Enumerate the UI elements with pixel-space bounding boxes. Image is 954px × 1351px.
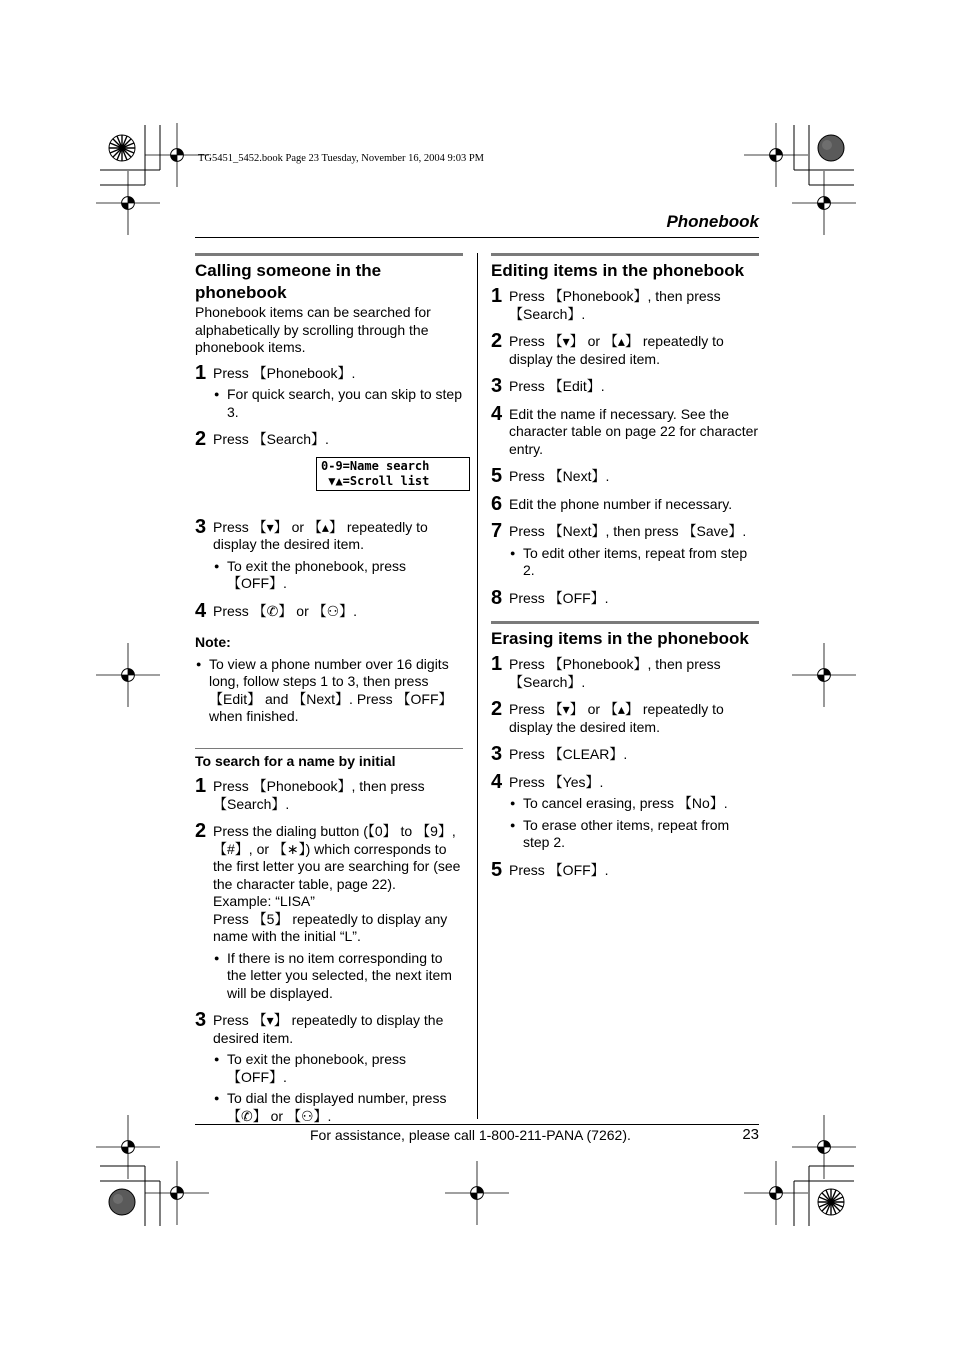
- step-number: 2: [195, 820, 207, 842]
- step-text: Press 【✆】 or 【⚇】.: [213, 602, 358, 619]
- step-number: 3: [491, 375, 503, 397]
- footer-rule: [195, 1124, 759, 1125]
- step-text: Press 【Phonebook】, then press 【Search】.: [509, 656, 721, 690]
- print-slug: TG5451_5452.book Page 23 Tuesday, November 16, 2004 9:03 PM: [198, 153, 485, 164]
- subsection-title-initial: To search for a name by initial: [195, 752, 396, 769]
- step-text: Press 【Phonebook】, then press 【Search】.: [213, 778, 425, 812]
- step-bullet: ● To dial the displayed number, press 【✆】 or 【⚇】.: [213, 1090, 463, 1125]
- step-text: Press 【▾】 or 【▴】 repeatedly to display the desired item.: [213, 518, 428, 552]
- erasing-step-2: [491, 698, 759, 736]
- section-intro: Phonebook items can be searched for alphabetically by scrolling through the phonebook items.: [195, 304, 431, 355]
- calling-step-2: [195, 428, 463, 450]
- step-bullet: ● To exit the phonebook, press 【OFF】.: [213, 558, 463, 593]
- step-number: 4: [491, 402, 503, 425]
- step-text: Press the dialing button (【0】 to 【9】, 【#】, or 【∗】) which corresponds to the first letter you are searching for (see the character table, page 22).: [213, 823, 461, 892]
- step-bullet: ● To edit other items, repeat from step 2.: [509, 545, 759, 580]
- step-bullet: ● To exit the phonebook, press 【OFF】.: [213, 1051, 463, 1086]
- editing-step-2: [491, 330, 759, 368]
- note-item: ● To view a phone number over 16 digits long, follow steps 1 to 3, then press 【Edit】 and 【Next】. Press 【OFF】 when finished.: [195, 656, 463, 726]
- step-text: Press 【CLEAR】.: [509, 746, 628, 762]
- step-text: Press 【OFF】.: [509, 861, 609, 878]
- step-text: Press 【▾】 or 【▴】 repeatedly to display the desired item.: [509, 333, 724, 367]
- step-number: 1: [491, 285, 503, 307]
- column-divider: [477, 253, 478, 1119]
- calling-step-3: [195, 515, 463, 593]
- step-bullet: ● To cancel erasing, press 【No】.: [509, 795, 759, 813]
- step-number: 5: [491, 465, 503, 487]
- initial-step-2: [195, 820, 463, 1002]
- editing-step-8: [491, 586, 759, 609]
- initial-step-3: [195, 1009, 463, 1125]
- step-example: Example: “LISA”: [213, 893, 315, 909]
- section-rule: [195, 253, 463, 256]
- section-rule: [491, 253, 759, 256]
- display-screen: [316, 457, 470, 491]
- display-line-2: ▼▲=Scroll list: [321, 473, 430, 488]
- step-text: Press 【Phonebook】.: [213, 364, 356, 381]
- section-rule: [491, 621, 759, 624]
- step-number: 1: [491, 653, 503, 675]
- step-number: 3: [195, 1009, 207, 1031]
- editing-step-1: [491, 285, 759, 323]
- running-title: Phonebook: [666, 212, 759, 231]
- calling-step-1: [195, 361, 463, 422]
- erasing-step-4: [491, 770, 759, 852]
- footer-assistance: For assistance, please call 1-800-211-PANA (7262).: [310, 1127, 631, 1143]
- step-number: 1: [195, 775, 207, 797]
- step-text: Press 【Phonebook】, then press 【Search】.: [509, 288, 721, 322]
- step-number: 5: [491, 858, 503, 881]
- step-text: Press 【OFF】.: [509, 589, 609, 606]
- step-text: Press 【Edit】.: [509, 378, 605, 394]
- step-example-detail: Press 【5】 repeatedly to display any name with the initial “L”.: [213, 910, 448, 944]
- step-bullet: ● For quick search, you can skip to step 3.: [213, 386, 463, 421]
- step-bullet: ● To erase other items, repeat from step 2.: [509, 817, 759, 852]
- editing-step-7: [491, 520, 759, 580]
- editing-step-6: [491, 492, 759, 515]
- step-number: 7: [491, 520, 503, 542]
- step-number: 2: [491, 698, 503, 720]
- step-number: 2: [491, 330, 503, 352]
- step-bullet: ● If there is no item corresponding to the letter you selected, the next item will be displayed.: [213, 950, 463, 1003]
- step-number: 4: [491, 770, 503, 793]
- section-title-erasing: Erasing items in the phonebook: [491, 629, 749, 648]
- step-text: Press 【Yes】.: [509, 773, 604, 790]
- section-title-editing: Editing items in the phonebook: [491, 261, 745, 280]
- page-number: 23: [742, 1126, 759, 1143]
- editing-step-3: [491, 375, 759, 397]
- step-text: Edit the name if necessary. See the character table on page 22 for character entry.: [509, 405, 759, 457]
- step-number: 3: [195, 515, 207, 538]
- initial-step-1: [195, 775, 463, 813]
- erasing-step-1: [491, 653, 759, 691]
- subsection-rule: [195, 748, 463, 749]
- step-number: 8: [491, 586, 503, 609]
- step-text: Press 【Next】, then press 【Save】.: [509, 523, 747, 539]
- editing-step-5: [491, 465, 759, 487]
- editing-step-4: [491, 402, 759, 459]
- section-title-calling: Calling someone in the phonebook: [195, 261, 382, 302]
- display-line-1: 0-9=Name search: [321, 458, 430, 473]
- spacer: [195, 505, 463, 519]
- step-number: 4: [195, 599, 207, 622]
- erasing-step-5: [491, 858, 759, 881]
- step-number: 3: [491, 743, 503, 765]
- step-number: 2: [195, 428, 207, 450]
- step-text: Edit the phone number if necessary.: [509, 495, 733, 512]
- calling-step-4: [195, 599, 463, 622]
- right-column: [491, 253, 759, 889]
- step-text: Press 【Next】.: [509, 468, 610, 484]
- erasing-step-3: [491, 743, 759, 765]
- step-number: 6: [491, 492, 503, 515]
- step-text: Press 【▾】 repeatedly to display the desired item.: [213, 1012, 444, 1046]
- step-text: Press 【Search】.: [213, 431, 329, 447]
- note-label: Note:: [195, 634, 231, 650]
- step-text: Press 【▾】 or 【▴】 repeatedly to display the desired item.: [509, 701, 724, 735]
- header-rule: [195, 237, 759, 238]
- left-column: [195, 253, 463, 1135]
- step-number: 1: [195, 361, 207, 384]
